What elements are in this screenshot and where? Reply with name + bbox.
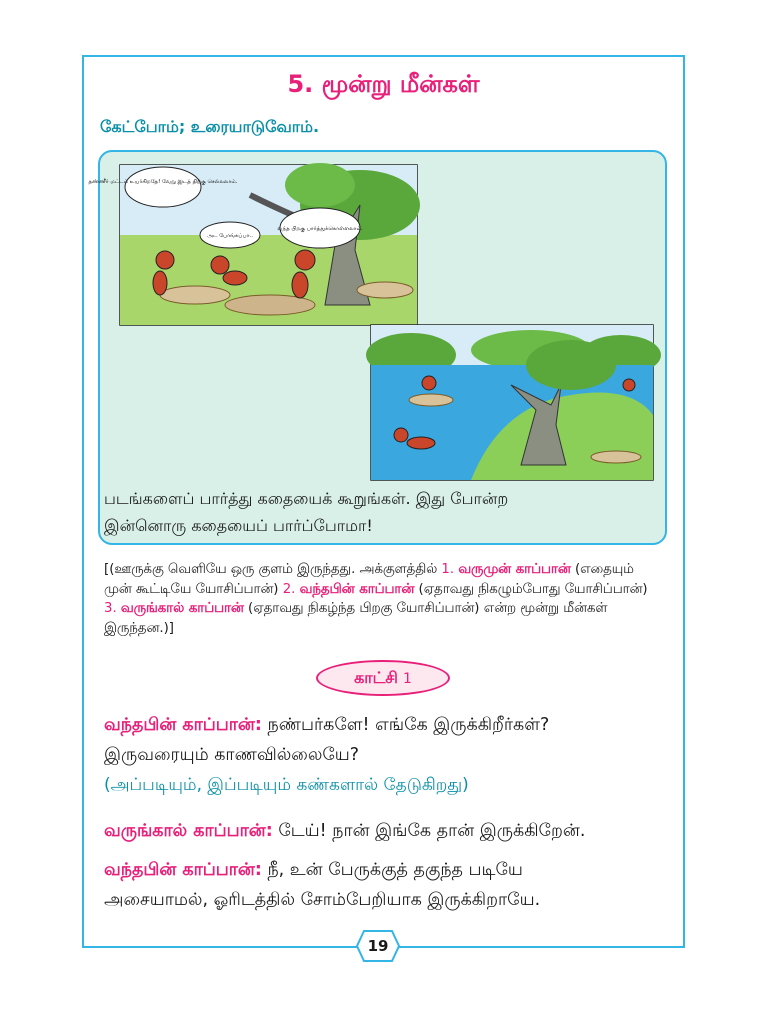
illustration-ants-discussing bbox=[88, 165, 417, 325]
caption-line-1: படங்களைப் பார்த்து கதையைக் கூறுங்கள். இது போன்ற bbox=[104, 489, 509, 508]
note-fish-3: வருங்கால் காப்பான் bbox=[120, 601, 244, 616]
dialogue-text-cont: அசையாமல், ஓரிடத்தில் சோம்பேறியாக இருக்கிறாயே. bbox=[104, 890, 541, 910]
bubble2-text: அட போங்கப்பா.. bbox=[206, 233, 254, 239]
scene-number: 1 bbox=[403, 671, 412, 687]
dialogue-text: டேய்! நான் இங்கே தான் இருக்கிறேன். bbox=[272, 821, 586, 841]
scene-badge bbox=[316, 660, 450, 696]
picture-caption bbox=[104, 485, 624, 539]
bubble1-text: தண்ணீர் மட்டம் உயர்கிறதே! வேறு இடத் திற்கு செல்லலாம். bbox=[88, 179, 238, 185]
speaker-name: வந்தபின் காப்பான்: bbox=[104, 715, 262, 735]
note-fish-1: வருமுன் காப்பான் bbox=[458, 562, 571, 577]
dialogue-line-1 bbox=[104, 710, 674, 770]
dialogue-line-2 bbox=[104, 816, 674, 846]
caption-line-2: இன்னொரு கதையைப் பார்ப்போமா! bbox=[104, 516, 373, 535]
note-text-1: [(ஊருக்கு வெளியே ஒரு குளம் இருந்தது. அக்குளத்தில் bbox=[104, 562, 442, 577]
bubble3-text: வந்த பிறகு பார்த்துக்கொள்ளலாம். bbox=[277, 226, 363, 232]
dialogue-line-3 bbox=[104, 855, 674, 915]
note-num-3: 3. bbox=[104, 601, 121, 616]
note-fish-2: வந்தபின் காப்பான் bbox=[299, 581, 415, 597]
speaker-name: வந்தபின் காப்பான்: bbox=[104, 860, 262, 880]
speaker-name: வருங்கால் காப்பான்: bbox=[104, 821, 273, 841]
illustration-pond-flood bbox=[371, 325, 653, 480]
story-intro-note bbox=[104, 560, 664, 638]
section-subtitle: கேட்போம்; உரையாடுவோம். bbox=[100, 117, 320, 136]
note-text-3: (ஏதாவது நிகழும்போது யோசிப்பான்) bbox=[414, 581, 648, 597]
note-text-4: (ஏதாவது நிகழ்ந்த பிறகு யோசிப்பான்) என்ற மூன்று மீன்கள் இருந்தன.)] bbox=[104, 601, 608, 636]
stage-direction: (அப்படியும், இப்படியும் கண்களால் தேடுகிறது) bbox=[104, 775, 469, 795]
dialogue-text: நண்பர்களே! எங்கே இருக்கிறீர்கள்? bbox=[261, 715, 550, 735]
page-number-badge bbox=[356, 929, 400, 963]
scene-label: காட்சி bbox=[354, 668, 398, 687]
note-text-2: (எதையும் முன் கூட்டியே யோசிப்பான்) bbox=[104, 562, 634, 597]
note-num-2: 2. bbox=[282, 581, 300, 597]
page-number: 19 bbox=[367, 937, 389, 955]
lesson-title: 5. மூன்று மீன்கள் bbox=[287, 70, 480, 98]
dialogue-text-cont: இருவரையும் காணவில்லையே? bbox=[104, 745, 360, 765]
note-num-1: 1. bbox=[441, 562, 459, 577]
dialogue-text: நீ, உன் பேருக்குத் தகுந்த படியே bbox=[261, 860, 523, 880]
